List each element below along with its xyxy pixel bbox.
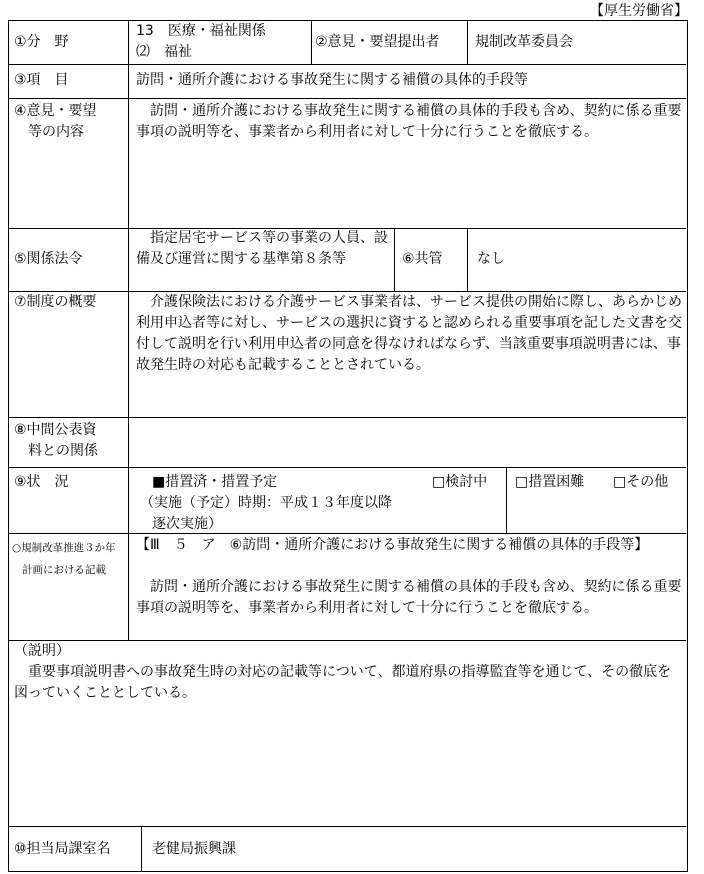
item-value: 訪問・通所介護における事故発生に関する補償の具体的手段等: [136, 72, 528, 88]
explanation-text: 重要事項説明書への事故発生時の対応の記載等について、都道府県の指導監査等を通じて、その徹底を図っていくこととしている。: [14, 664, 672, 701]
column-divider: [467, 228, 468, 291]
interim-label-line2: 料との関係: [28, 443, 98, 459]
column-divider: [506, 467, 507, 533]
interim-label-line1: ⑧中間公表資: [14, 422, 97, 438]
overview-text: 介護保険法における介護サービス事業者は、サービス提供の開始に際し、あらかじめ利用申込者等に対し、サービスの選択に資すると認められる重要事項を記した文書を交付して説明を行い利用申込者の同意を得なければならず、当該重要事項説明書には、事故発生時の対応も記載することとされている。: [136, 294, 682, 373]
overview-label: ⑦制度の概要: [14, 294, 97, 310]
status-label: ⑨状 況: [14, 474, 69, 490]
field-line1: 13 医療・福祉関係: [136, 23, 266, 39]
row-divider: [9, 417, 686, 418]
field-line2: ⑵ 福祉: [136, 44, 192, 60]
row-divider: [9, 640, 686, 641]
field-label: ①分 野: [14, 34, 69, 50]
request-label-line1: ④意見・要望: [14, 103, 97, 119]
joint-value: なし: [477, 251, 505, 267]
row-divider: [9, 64, 686, 65]
column-divider: [467, 21, 468, 64]
row-divider: [9, 826, 686, 827]
column-divider: [311, 21, 312, 64]
bureau-value: 老健局振興課: [152, 841, 236, 857]
row-divider: [9, 533, 686, 534]
request-label-line2: 等の内容: [28, 124, 84, 140]
column-divider: [394, 228, 395, 291]
plan-heading: 【Ⅲ ５ ア ⑥訪問・通所介護における事故発生に関する補償の具体的手段等】: [136, 537, 649, 553]
plan-label-line1: ○規制改革推進３か年: [12, 542, 116, 554]
status-other-checkbox[interactable]: □その他: [613, 474, 669, 490]
request-text: 訪問・通所介護における事故発生に関する補償の具体的手段も含め、契約に係る重要事項の説明等を、事業者から利用者に対して十分に行うことを徹底する。: [136, 103, 682, 140]
item-label: ③項 目: [14, 72, 69, 88]
explanation-heading: （説明）: [14, 643, 70, 659]
status-done-checkbox[interactable]: ■措置済・措置予定: [152, 474, 278, 490]
plan-text: 訪問・通所介護における事故発生に関する補償の具体的手段も含め、契約に係る重要事項の説明等を、事業者から利用者に対して十分に行うことを徹底する。: [136, 579, 682, 616]
column-divider: [141, 826, 142, 872]
status-reviewing-checkbox[interactable]: □検討中: [432, 474, 488, 490]
plan-label-line2: 計画における記載: [22, 564, 106, 576]
submitter-value: 規制改革委員会: [475, 34, 573, 50]
law-text: 指定居宅サービス等の事業の人員、設備及び運営に関する基準第８条等: [136, 230, 388, 267]
submitter-label: ②意見・要望提出者: [315, 34, 440, 50]
status-difficult-checkbox[interactable]: □措置困難: [515, 474, 585, 490]
joint-label: ⑥共管: [402, 251, 443, 267]
law-label: ⑤関係法令: [14, 251, 83, 267]
row-divider: [9, 98, 686, 99]
bureau-label: ⑩担当局課室名: [14, 841, 111, 857]
status-timing-line2: 逐次実施）: [152, 516, 222, 532]
status-timing-line1: （実施（予定）時期：平成１３年度以降: [140, 495, 392, 511]
label-column-divider: [128, 21, 129, 640]
ministry-name: 【厚生労働省】: [590, 3, 688, 19]
row-divider: [9, 467, 686, 468]
opinion-form-table: [8, 20, 688, 872]
